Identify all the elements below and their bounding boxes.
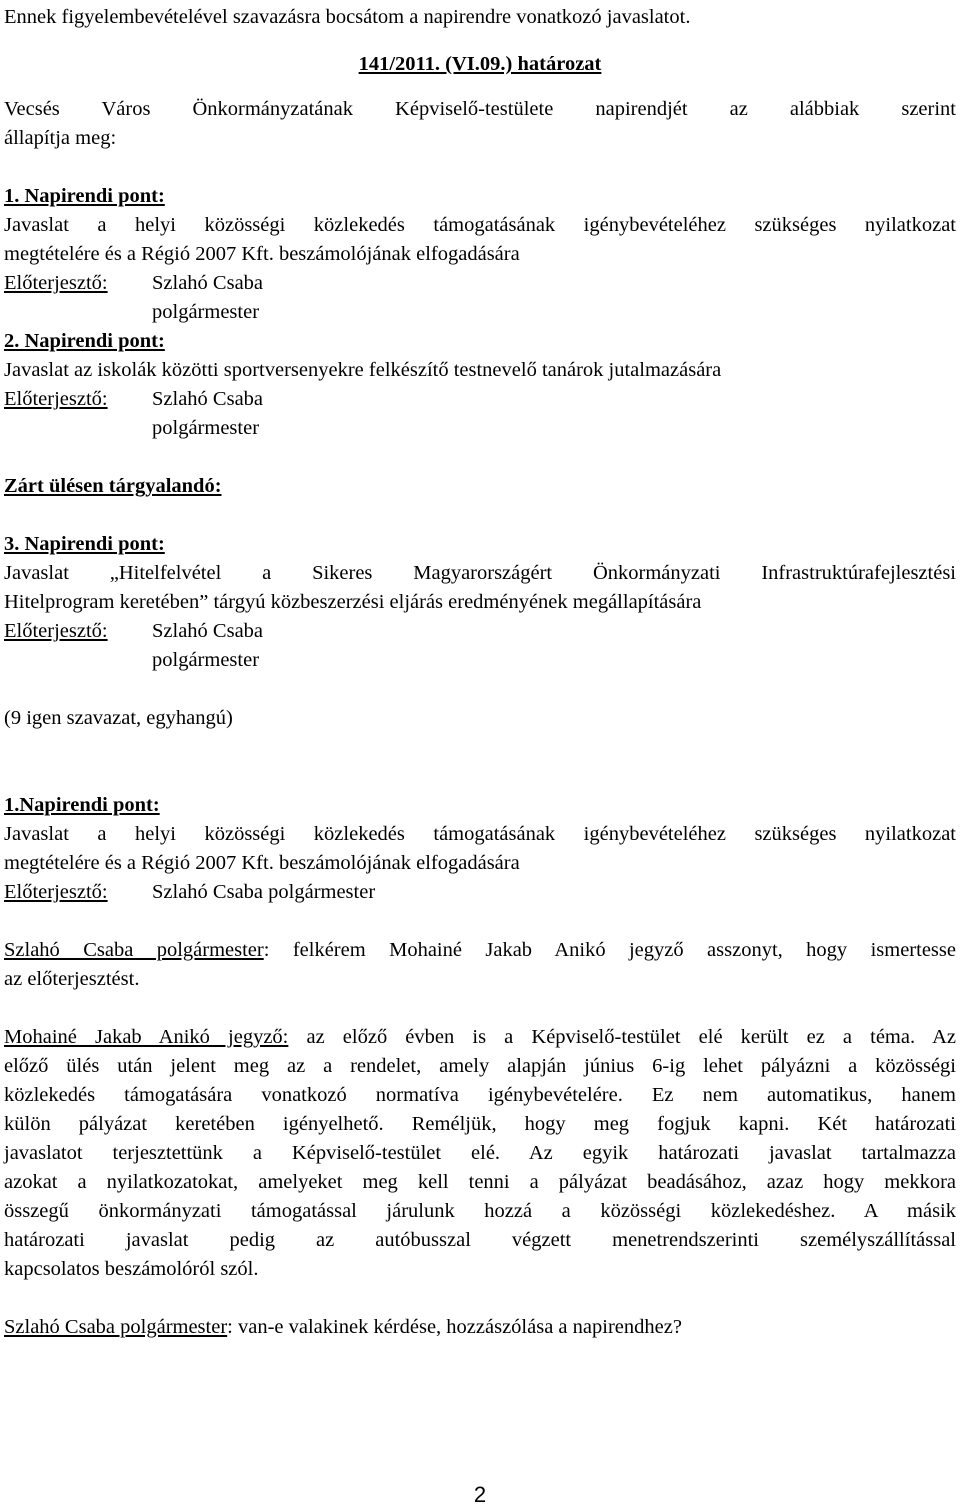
speech-2-line1	[4, 1023, 956, 1052]
agenda-2-heading: 2. Napirendi pont:	[4, 330, 165, 352]
speech-2-line: javaslatot terjesztettünk a Képviselő-testület elé. Az egyik határozati javaslat tartalmazza	[4, 1142, 956, 1164]
closed-session-heading: Zárt ülésen tárgyalandó:	[4, 475, 222, 497]
speech-1-speaker: Szlahó Csaba polgármester	[4, 939, 264, 961]
speech-2-speaker: Mohainé Jakab Anikó jegyző:	[4, 1026, 289, 1048]
agenda-1-presenter-title: polgármester	[152, 301, 260, 323]
agenda-1-line2: megtételére és a Régió 2007 Kft. beszámolójának elfogadására	[4, 243, 520, 265]
agenda-3-presenter	[4, 617, 956, 646]
presenter-label: Előterjesztő:	[4, 272, 108, 294]
resolution-text-line1: Vecsés Város Önkormányzatának Képviselő-testülete napirendjét az alábbiak szerint	[4, 98, 956, 120]
speech-2-line: azokat a nyilatkozatokat, amelyeket meg kell tenni a pályázat beadásához, azaz hogy mekkora	[4, 1171, 956, 1193]
presenter-name: Szlahó Csaba	[152, 620, 264, 642]
document-content	[4, 0, 956, 1342]
agenda-1-presenter	[4, 269, 956, 298]
speech-2-line: előző ülés után jelent meg az a rendelet, amely alapján június 6-ig lehet pályázni a közösségi	[4, 1055, 956, 1077]
agenda-3-heading: 3. Napirendi pont:	[4, 533, 165, 555]
agenda-2-line1: Javaslat az iskolák közötti sportversenyekre felkészítő testnevelő tanárok jutalmazására	[4, 359, 722, 381]
speech-2-line: közlekedés támogatására vonatkozó normatíva igénybevételére. Ez nem automatikus, hanem	[4, 1084, 956, 1106]
speech-2-line: határozati javaslat pedig az autóbusszal végzett menetrendszerinti személyszállítással	[4, 1229, 956, 1251]
discussion-line2: megtételére és a Régió 2007 Kft. beszámolójának elfogadására	[4, 852, 520, 874]
agenda-3-line1: Javaslat „Hitelfelvétel a Sikeres Magyarországért Önkormányzati Infrastruktúrafejlesztési	[4, 562, 956, 584]
speech-1-line1	[4, 936, 956, 965]
presenter-label: Előterjesztő:	[4, 881, 108, 903]
speech-1-text: : felkérem Mohainé Jakab Anikó jegyző asszonyt, hogy ismertesse	[263, 939, 956, 961]
presenter-label: Előterjesztő:	[4, 620, 108, 642]
agenda-1-line1: Javaslat a helyi közösségi közlekedés támogatásának igénybevételéhez szükséges nyilatkozat	[4, 214, 956, 236]
agenda-3-line2: Hitelprogram keretében” tárgyú közbeszerzési eljárás eredményének megállapítására	[4, 591, 702, 613]
resolution-title: 141/2011. (VI.09.) határozat	[358, 53, 602, 75]
presenter-label: Előterjesztő:	[4, 388, 108, 410]
speech-1-line2: az előterjesztést.	[4, 968, 140, 990]
discussion-line1: Javaslat a helyi közösségi közlekedés támogatásának igénybevételéhez szükséges nyilatkozat	[4, 823, 956, 845]
agenda-1-heading: 1. Napirendi pont:	[4, 185, 165, 207]
speech-2-text: az előző évben is a Képviselő-testület elé került ez a téma. Az	[306, 1026, 956, 1048]
speech-2-line: kapcsolatos beszámolóról szól.	[4, 1258, 259, 1280]
resolution-text-line2: állapítja meg:	[4, 127, 117, 149]
discussion-presenter	[4, 878, 956, 907]
presenter-name: Szlahó Csaba	[152, 272, 264, 294]
discussion-heading: 1.Napirendi pont:	[4, 794, 160, 816]
speech-3-text: : van-e valakinek kérdése, hozzászólása a napirendhez?	[227, 1316, 682, 1338]
speech-2-line: összegű önkormányzati támogatással járulunk hozzá a közösségi közlekedéshez. A másik	[4, 1200, 956, 1222]
agenda-3-presenter-title: polgármester	[152, 649, 260, 671]
presenter-name: Szlahó Csaba polgármester	[152, 881, 376, 903]
page-number: 2	[473, 1482, 487, 1507]
agenda-2-presenter-title: polgármester	[152, 417, 260, 439]
vote-result: (9 igen szavazat, egyhangú)	[4, 707, 233, 729]
speech-3	[4, 1313, 956, 1342]
speech-2-line: külön pályázat keretében igényelhető. Reméljük, hogy meg fogjuk kapni. Két határozati	[4, 1113, 956, 1135]
presenter-name: Szlahó Csaba	[152, 388, 264, 410]
agenda-2-presenter	[4, 385, 956, 414]
speech-3-speaker: Szlahó Csaba polgármester	[4, 1316, 228, 1338]
intro-text: Ennek figyelembevételével szavazásra bocsátom a napirendre vonatkozó javaslatot.	[4, 6, 691, 28]
